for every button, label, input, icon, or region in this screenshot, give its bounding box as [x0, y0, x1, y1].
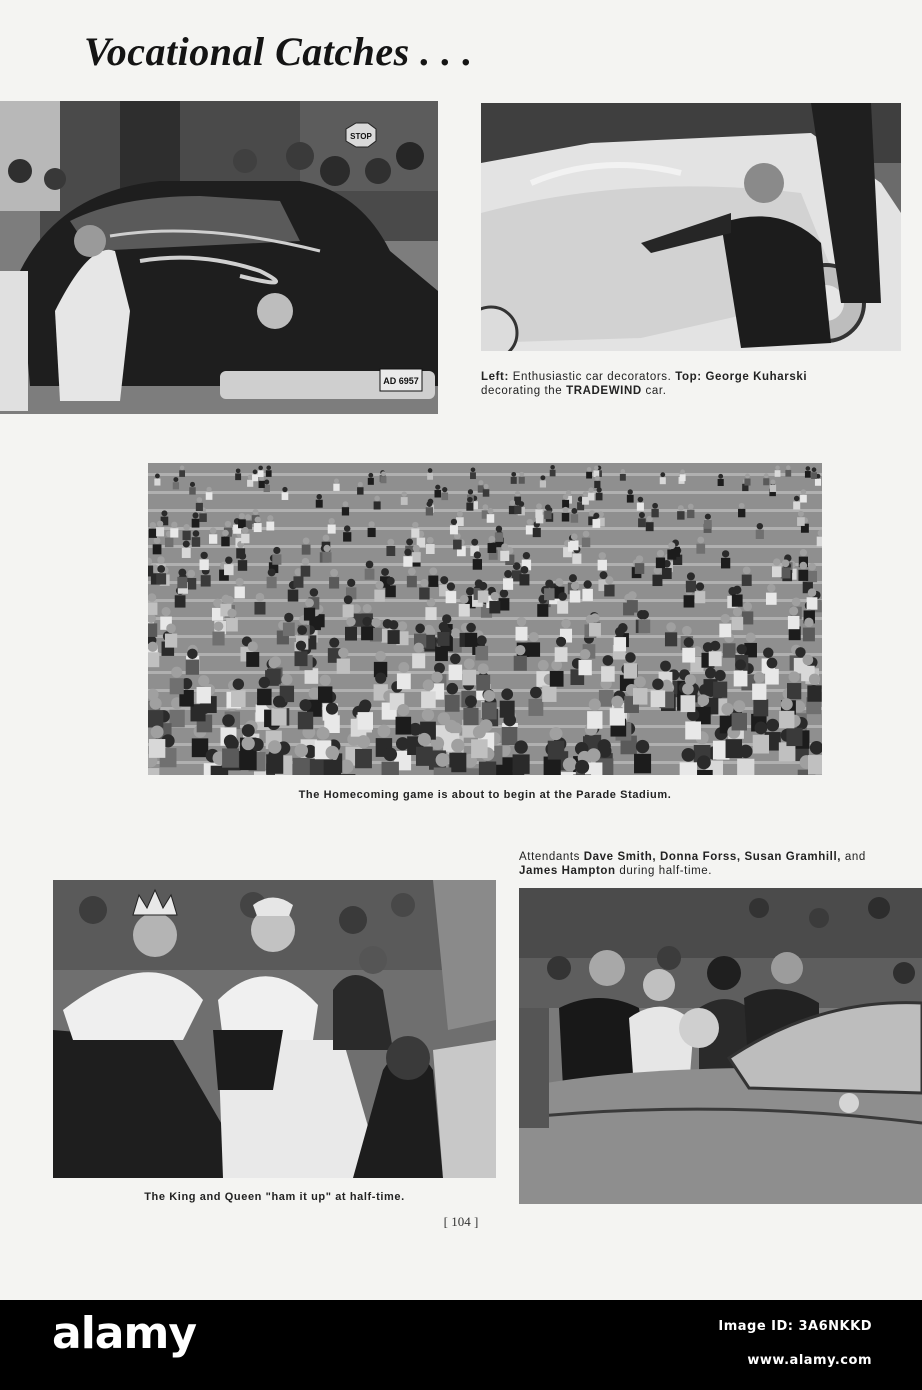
- stop-sign-text: STOP: [350, 132, 372, 141]
- photo-car-decorators: [0, 101, 438, 414]
- attendant-name-4: James Hampton: [519, 865, 616, 877]
- page-number: [ 104 ]: [443, 1214, 479, 1229]
- license-plate-text: AD 6957: [383, 376, 419, 386]
- caption-stadium: The Homecoming game is about to begin at the Parade Stadium.: [298, 789, 672, 801]
- brand-logo: alamy: [52, 1308, 196, 1359]
- page-title: Vocational Catches . . .: [84, 29, 473, 74]
- photo-king-queen: [53, 880, 496, 1178]
- caption-line2-a: decorating the: [481, 385, 567, 397]
- attendant-name-3: Susan Gramhill,: [744, 851, 842, 863]
- caption-attendants-suffix: during half-time.: [615, 865, 713, 877]
- caption-king-queen: The King and Queen "ham it up" at half-time.: [144, 1191, 405, 1203]
- caption-top-name: George Kuharski: [701, 371, 808, 383]
- photo-tradewind-car: [481, 103, 901, 351]
- attendant-name-1: Dave Smith,: [583, 851, 657, 863]
- caption-attendants-and: and: [841, 851, 866, 863]
- caption-attendants-prefix: Attendants: [519, 851, 584, 863]
- caption-line2-b: car.: [641, 385, 667, 397]
- caption-top-label: Top:: [675, 371, 702, 383]
- caption-left-label: Left:: [481, 371, 509, 383]
- photo-parade-stadium: [148, 463, 822, 775]
- stop-sign-icon: [346, 123, 376, 147]
- caption-attendants: [519, 850, 899, 878]
- image-id: Image ID: 3A6NKKD: [718, 1319, 872, 1334]
- footer-url: www.alamy.com: [747, 1353, 872, 1368]
- caption-tradewind: TRADEWIND: [566, 385, 642, 397]
- caption-left-text: Enthusiastic car decorators.: [508, 371, 676, 383]
- attendant-name-2: Donna Forss,: [660, 851, 741, 863]
- photo-attendants-convertible: [519, 888, 922, 1204]
- caption-car-decorators: [481, 370, 891, 398]
